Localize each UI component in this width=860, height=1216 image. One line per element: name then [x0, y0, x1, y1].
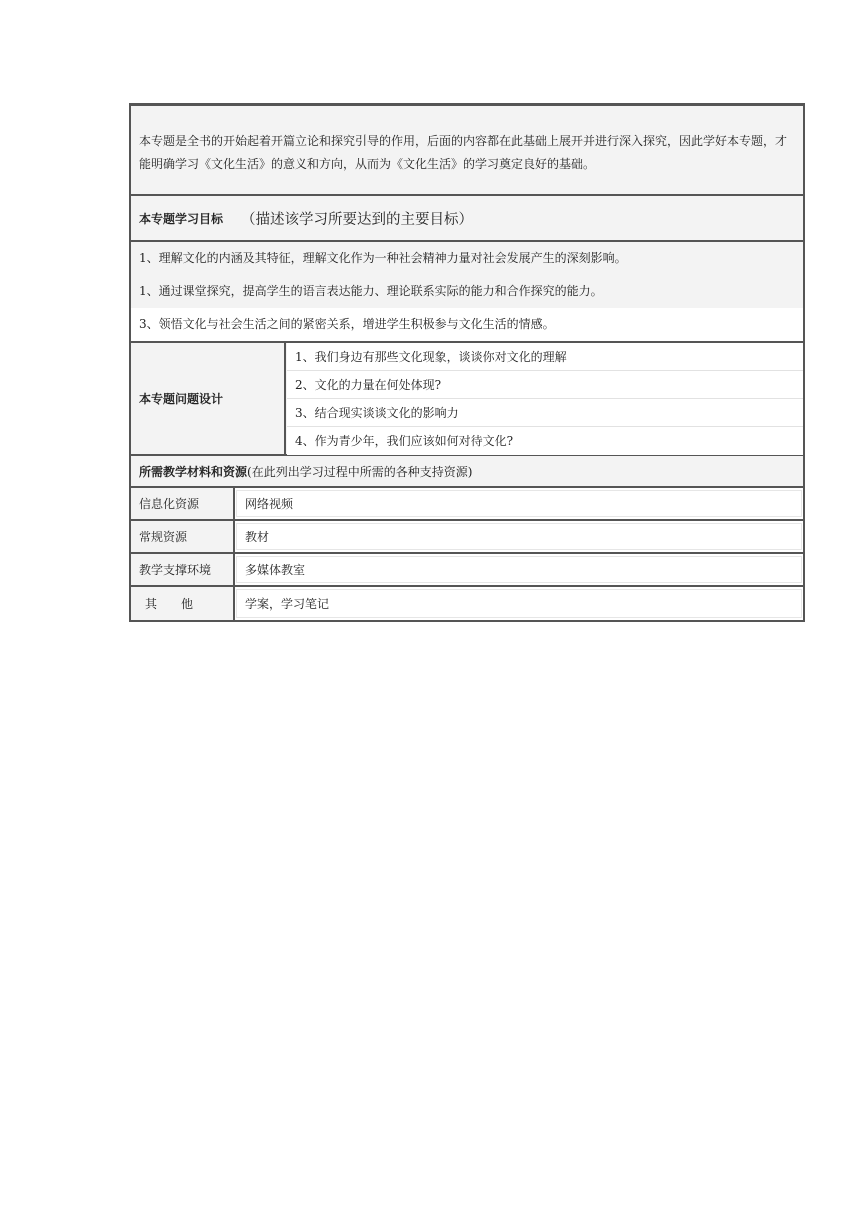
goal-item: 1、理解文化的内涵及其特征，理解文化作为一种社会精神力量对社会发展产生的深刻影响。 [139, 251, 627, 265]
questions-heading: 本专题问题设计 [139, 392, 224, 406]
question-item: 3、结合现实谈谈文化的影响力 [287, 399, 803, 427]
resource-value: 多媒体教室 [236, 556, 802, 583]
resource-label: 其 他 [131, 587, 235, 620]
goal-item: 3、领悟文化与社会生活之间的紧密关系，增进学生积极参与文化生活的情感。 [131, 308, 803, 341]
goals-note: （描述该学习所要达到的主要目标） [241, 211, 474, 228]
resources-note: (在此列出学习过程中所需的各种支持资源) [247, 464, 473, 479]
resource-label: 教学支撑环境 [131, 554, 235, 585]
question-item: 2、文化的力量在何处体现? [287, 371, 803, 399]
resources-heading: 所需教学材料和资源 [139, 464, 248, 479]
questions-label-cell [131, 343, 286, 454]
resource-row [131, 554, 803, 587]
resource-row [131, 521, 803, 554]
resources-header [131, 456, 803, 488]
intro-paragraph: 本专题是全书的开始起着开篇立论和探究引导的作用，后面的内容都在此基础上展开并进行深入探究，因此学好本专题，才能明确学习《文化生活》的意义和方向，从而为《文化生活》的学习奠定良好的基础。 [131, 106, 803, 196]
goal-item: 1、通过课堂探究，提高学生的语言表达能力、理论联系实际的能力和合作探究的能力。 [139, 284, 603, 298]
lesson-plan-table [129, 103, 805, 622]
question-item: 1、我们身边有那些文化现象，谈谈你对文化的理解 [287, 343, 803, 371]
resource-row [131, 587, 803, 620]
resource-label: 常规资源 [131, 521, 235, 552]
goals-header [131, 196, 803, 242]
resource-value: 教材 [236, 523, 802, 550]
resource-value: 学案，学习笔记 [236, 589, 802, 618]
question-item: 4、作为青少年，我们应该如何对待文化? [287, 427, 803, 455]
resource-row [131, 488, 803, 521]
resource-label: 信息化资源 [131, 488, 235, 519]
questions-section [131, 343, 803, 456]
goals-list [131, 242, 803, 343]
resource-value: 网络视频 [236, 490, 802, 517]
questions-list [286, 343, 803, 454]
goals-heading: 本专题学习目标 [139, 211, 224, 226]
